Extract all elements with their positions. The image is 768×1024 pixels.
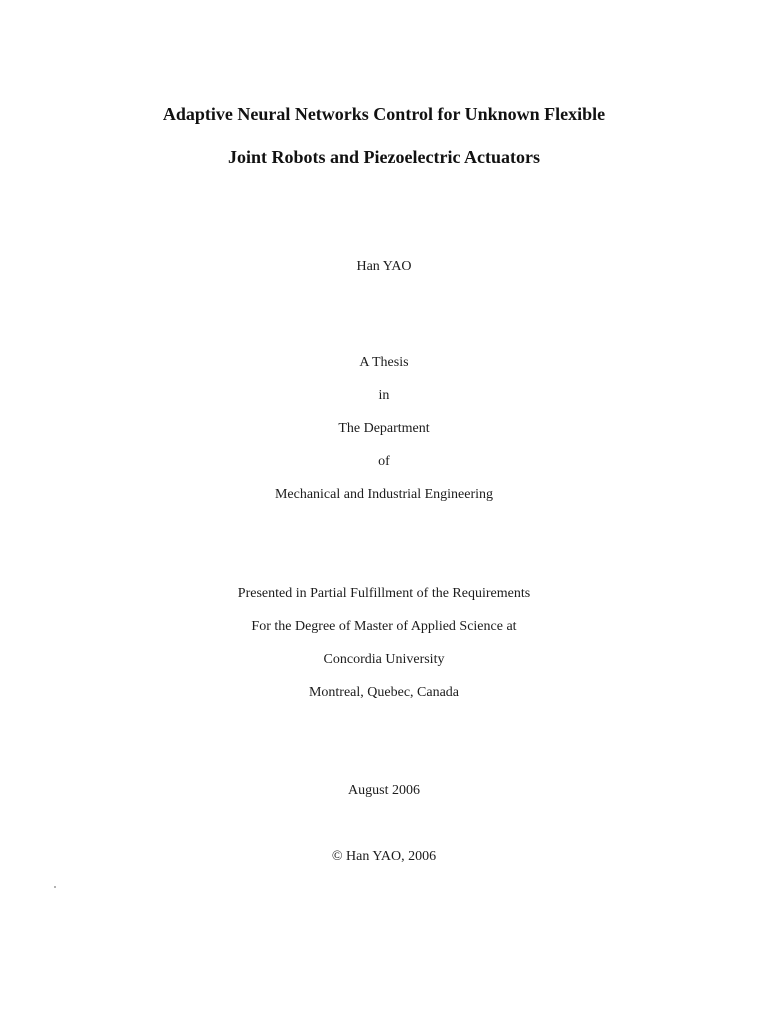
thesis-in: in (378, 388, 390, 403)
fulfillment-line-1: Presented in Partial Fulfillment of the Requirements (237, 586, 531, 601)
university-name: Concordia University (323, 652, 445, 667)
title-line-1: Adaptive Neural Networks Control for Unknown Flexible (162, 104, 606, 124)
department-name: Mechanical and Industrial Engineering (274, 487, 494, 502)
title-line-2: Joint Robots and Piezoelectric Actuators (228, 147, 540, 167)
submission-date: August 2006 (348, 783, 420, 798)
fulfillment-line-2: For the Degree of Master of Applied Science at (251, 619, 517, 634)
thesis-type: A Thesis (359, 355, 409, 370)
copyright-notice: © Han YAO, 2006 (331, 849, 437, 864)
university-location: Montreal, Quebec, Canada (308, 685, 460, 700)
scan-speck (54, 886, 56, 888)
department-prefix: The Department (338, 421, 430, 436)
author-name: Han YAO (356, 259, 412, 274)
thesis-of: of (378, 454, 390, 469)
